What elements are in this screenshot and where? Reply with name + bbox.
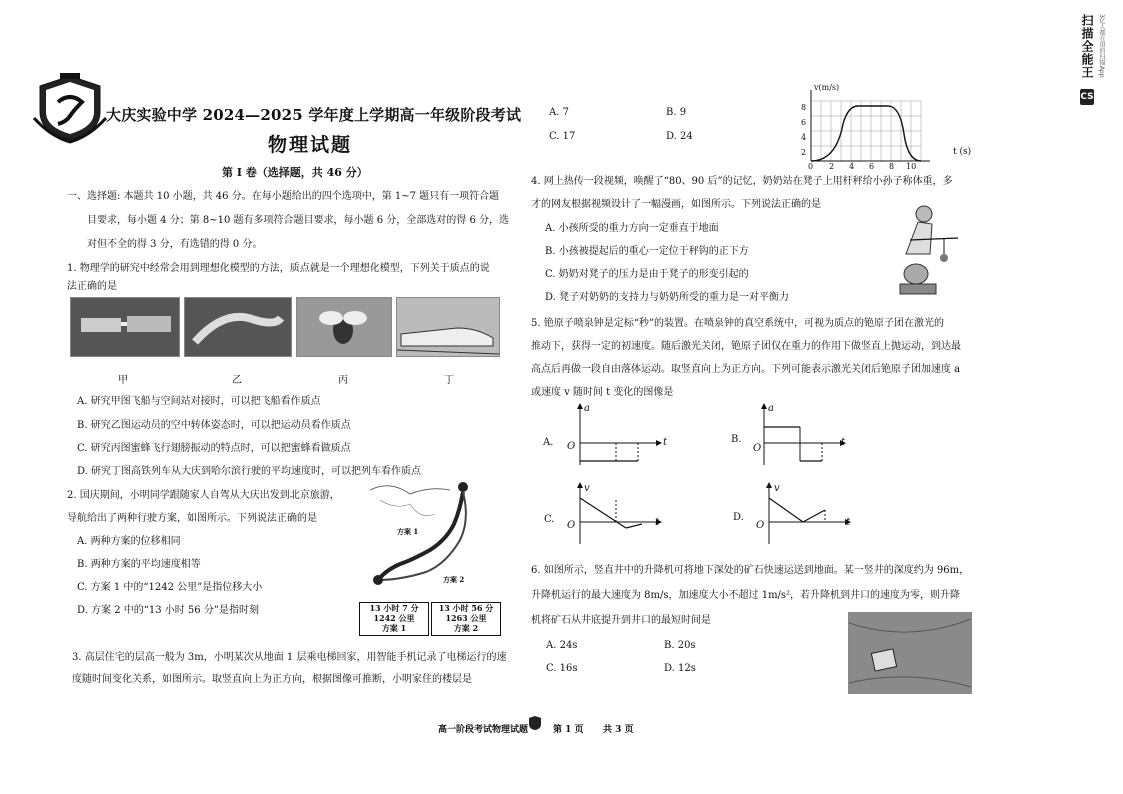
vt-xtick: 10 (906, 162, 917, 171)
instruction-line: 对但不全的得 3 分，有选错的得 0 分。 (87, 239, 263, 250)
high-speed-train-image (396, 297, 500, 357)
q5-graph-c-origin: O (567, 520, 576, 531)
image-label-ding: 丁 (444, 375, 454, 386)
q1-option-c: C. 研究丙图蜜蜂飞行翅膀振动的特点时，可以把蜜蜂看做质点 (77, 443, 351, 454)
gymnast-image (184, 297, 292, 357)
plan1-name: 方案 1 (381, 623, 407, 633)
spacecraft-docking-image (70, 297, 180, 357)
q5-stem-line: 高点后再做一段自由落体运动。取竖直向上为正方向。下列可能表示激光关闭后铯原子团加速度 a (531, 364, 961, 375)
vt-ytick: 4 (801, 133, 807, 142)
plan2-name: 方案 2 (453, 623, 479, 633)
school-emblem-logo (30, 72, 110, 144)
q5-graph-b-origin: O (753, 443, 762, 454)
q6-stem-line: 机将矿石从井底提升到井口的最短时间是 (531, 615, 711, 626)
q3-option-c: C. 17 (549, 131, 576, 142)
footer-emblem-icon (528, 715, 542, 731)
q1-option-b: B. 研究乙图运动员的空中转体姿态时，可以把运动员看作质点 (77, 420, 351, 431)
q3-option-d: D. 24 (666, 131, 693, 142)
instruction-line: 一、选择题: 本题共 10 小题，共 46 分。在每小题给出的四个选项中，第 1~7 题只有一项符合题 (67, 191, 500, 202)
q1-option-a: A. 研究甲图飞船与空间站对接时，可以把飞船看作质点 (77, 396, 321, 407)
q1-stem-line: 1. 物理学的研究中经常会用到理想化模型的方法，质点就是一个理想化模型，下列关于质点的说 (67, 263, 490, 274)
q5-stem-line: 或速度 v 随时间 t 变化的图像是 (531, 387, 674, 398)
route-map-figure (350, 480, 500, 600)
grandma-scale-illustration (880, 198, 960, 298)
section-heading: 第 I 卷（选择题，共 46 分） (222, 166, 368, 179)
exam-title: 大庆实验中学 2024—2025 学年度上学期高一年级阶段考试 (106, 106, 522, 124)
vt-xlabel: t (s) (953, 147, 972, 157)
q3-option-b: B. 9 (666, 107, 687, 118)
q4-option-b: B. 小孩被提起后的重心一定位于秤钩的正下方 (545, 246, 749, 257)
bee-image (296, 297, 392, 357)
q2-option-d: D. 方案 2 中的“13 小时 56 分”是指时刻 (77, 605, 259, 616)
camscanner-logo-icon: CS (1080, 89, 1094, 105)
vt-ytick: 6 (801, 118, 807, 127)
footer-total-pages: 共 3 页 (603, 725, 634, 735)
footer-exam-name: 高一阶段考试物理试题 (438, 725, 529, 735)
camscanner-name: 扫描全能王 (1080, 14, 1094, 79)
q5-choice-c-label: C. (544, 514, 555, 525)
q3-stem-line: 度随时间变化关系，如图所示。取竖直向上为正方向，根据图像可推断，小明家住的楼层是 (72, 674, 472, 685)
q4-option-d: D. 凳子对奶奶的支持力与奶奶所受的重力是一对平衡力 (545, 292, 790, 303)
vt-xtick: 4 (849, 162, 855, 171)
q6-option-b: B. 20s (664, 640, 696, 651)
q1-stem-line: 法正确的是 (67, 281, 117, 292)
q6-stem-line: 6. 如图所示，竖直井中的升降机可将地下深处的矿石快速运送到地面。某一竖井的深度约为 96m， (531, 565, 970, 576)
q5-graph-b-ylabel: a (768, 403, 774, 414)
plan1-summary-box (359, 602, 429, 636)
q4-stem-line: 4. 网上热传一段视频，唤醒了“80、90 后”的记忆，奶奶站在凳子上用杆秤给小孙子称体重，多 (531, 176, 953, 187)
q5-graph-c-xlabel: t (655, 517, 660, 528)
q6-option-c: C. 16s (546, 663, 578, 674)
q5-graph-a-xlabel: t (663, 437, 668, 448)
q5-graph-d-xlabel: t (846, 517, 851, 528)
plan1-duration: 13 小时 7 分 (369, 603, 419, 613)
q5-stem-line: 5. 铯原子喷泉钟是定标“秒”的装置。在喷泉钟的真空系统中，可视为质点的铯原子团在激光的 (531, 318, 944, 329)
q2-option-a: A. 两种方案的位移相同 (77, 536, 181, 547)
q5-graph-d-ylabel: v (774, 483, 780, 494)
q5-graph-c-ylabel: v (584, 483, 590, 494)
q5-graph-b-xlabel: t (841, 437, 846, 448)
vt-xtick: 6 (869, 162, 875, 171)
map-plan2-label: 方案 2 (443, 575, 465, 584)
q5-stem-line: 推动下，获得一定的初速度。随后激光关闭，铯原子团仅在重力的作用下做竖直上抛运动，到达最 (531, 341, 961, 352)
vt-ytick: 8 (801, 103, 807, 112)
vt-xtick: 8 (889, 162, 895, 171)
vt-ylabel: v(m/s) (814, 83, 840, 92)
q4-stem-line: 才的网友根据视频设计了一幅漫画，如图所示。下列说法正确的是 (531, 199, 821, 210)
q2-stem-line: 2. 国庆期间，小明同学跟随家人自驾从大庆出发到北京旅游， (67, 490, 340, 501)
vt-xtick: 0 (808, 162, 814, 171)
q3-stem-line: 3. 高层住宅的层高一般为 3m，小明某次从地面 1 层乘电梯回家，用智能手机记录了电梯运行的速 (72, 652, 507, 663)
footer-page-number: 第 1 页 (553, 725, 584, 735)
q4-option-c: C. 奶奶对凳子的压力是由于凳子的形变引起的 (545, 269, 749, 280)
q5-graph-a-ylabel: a (584, 403, 590, 414)
mine-shaft-photo (848, 612, 972, 694)
plan2-distance: 1263 公里 (445, 613, 487, 623)
q1-option-d: D. 研究丁图高铁列车从大庆到哈尔滨行驶的平均速度时，可以把列车看作质点 (77, 466, 422, 477)
q4-option-a: A. 小孩所受的重力方向一定垂直于地面 (545, 223, 719, 234)
q5-graph-a-origin: O (567, 441, 576, 452)
q2-stem-line: 导航给出了两种行驶方案，如图所示。下列说法正确的是 (67, 513, 317, 524)
q5-choice-d-label: D. (733, 512, 744, 523)
plan2-duration: 13 小时 56 分 (438, 603, 494, 613)
q6-option-d: D. 12s (664, 663, 696, 674)
q3-option-a: A. 7 (549, 107, 569, 118)
q2-option-b: B. 两种方案的平均速度相等 (77, 559, 201, 570)
q5-choice-b-label: B. (731, 434, 742, 445)
vt-ytick: 2 (801, 148, 807, 157)
image-label-jia: 甲 (118, 375, 128, 386)
camscanner-tagline: 3亿人都在用的扫描App (1098, 14, 1105, 78)
image-label-yi: 乙 (232, 375, 242, 386)
q6-option-a: A. 24s (546, 640, 578, 651)
plan2-summary-box (431, 602, 501, 636)
vt-xtick: 2 (829, 162, 835, 171)
map-plan1-label: 方案 1 (397, 527, 419, 536)
q5-graph-d-origin: O (756, 520, 765, 531)
subject-title: 物理试题 (268, 134, 353, 156)
q6-stem-line: 升降机运行的最大速度为 8m/s，加速度大小不超过 1m/s²，若升降机到井口的速度为零，则升降 (531, 590, 961, 601)
q2-option-c: C. 方案 1 中的“1242 公里”是指位移大小 (77, 582, 263, 593)
velocity-time-graph (790, 84, 960, 176)
q5-choice-a-label: A. (543, 437, 554, 448)
instruction-line: 目要求，每小题 4 分；第 8~10 题有多项符合题目要求，每小题 6 分，全部选对的得 6 分，选 (87, 215, 509, 226)
plan1-distance: 1242 公里 (373, 613, 415, 623)
image-label-bing: 丙 (338, 375, 348, 386)
